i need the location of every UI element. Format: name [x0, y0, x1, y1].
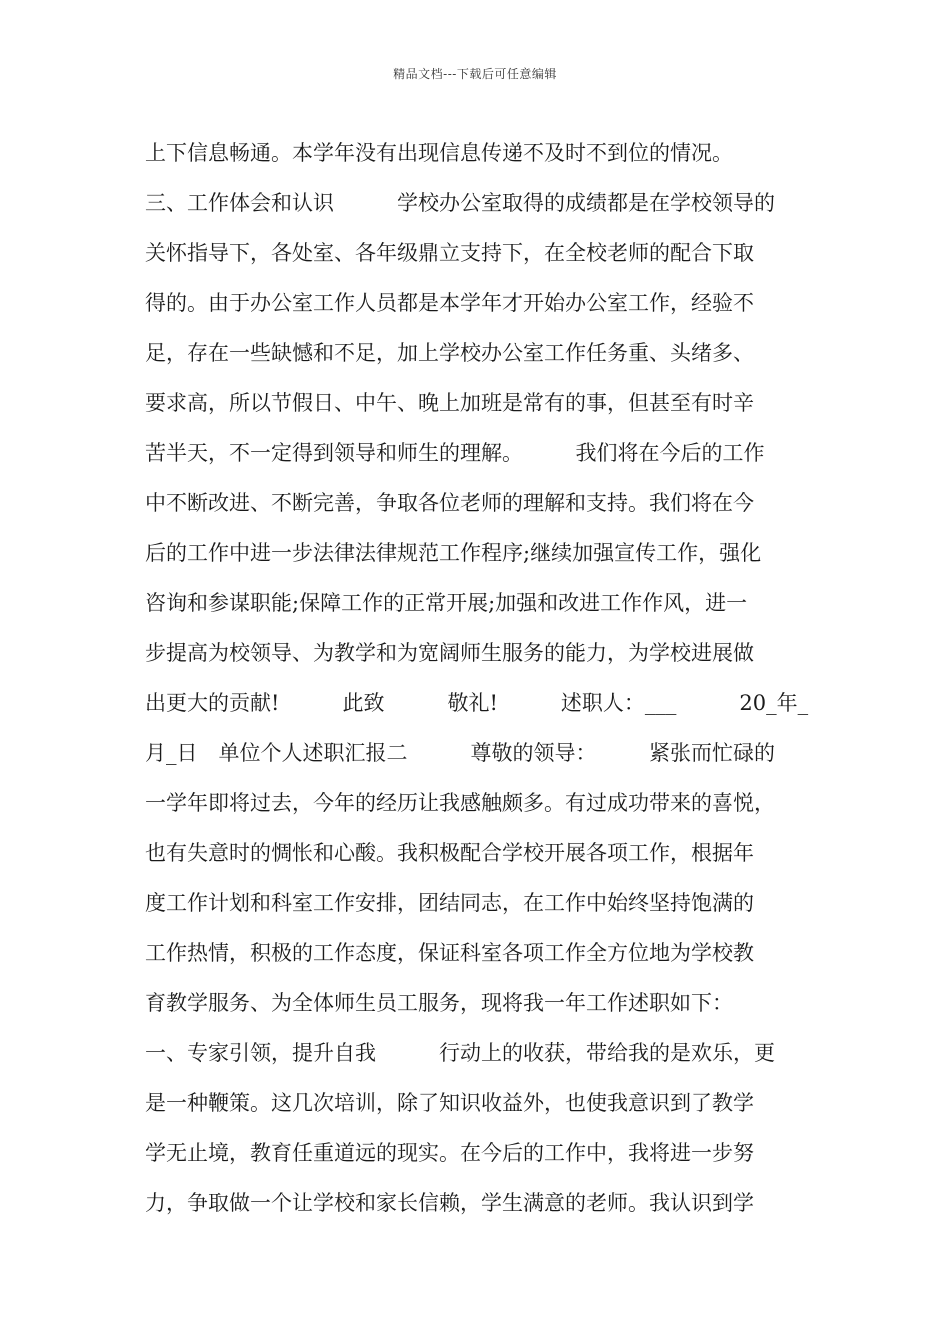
text-line: 也有失意时的惆怅和心酸。我积极配合学校开展各项工作，根据年	[145, 841, 754, 865]
text-line: 学无止境，教育任重道远的现实。在今后的工作中，我将进一步努	[145, 1141, 754, 1165]
text-line: 三、工作体会和认识 学校办公室取得的成绩都是在学校领导的	[145, 191, 775, 215]
text-line: 育教学服务、为全体师生员工服务，现将我一年工作述职如下：	[145, 991, 733, 1015]
text-line: 上下信息畅通。本学年没有出现信息传递不及时不到位的情况。	[145, 141, 733, 165]
text-line: 中不断改进、不断完善，争取各位老师的理解和支持。我们将在今	[145, 491, 754, 515]
text-line: 力，争取做一个让学校和家长信赖，学生满意的老师。我认识到学	[145, 1191, 754, 1215]
text-line: 得的。由于办公室工作人员都是本学年才开始办公室工作，经验不	[145, 291, 754, 315]
text-line: 关怀指导下，各处室、各年级鼎立支持下，在全校老师的配合下取	[145, 241, 754, 265]
text-line: 步提高为校领导、为教学和为宽阔师生服务的能力，为学校进展做	[145, 641, 754, 665]
text-line: 是一种鞭策。这几次培训，除了知识收益外，也使我意识到了教学	[145, 1091, 754, 1115]
page-header: 精品文档---下载后可任意编辑	[393, 67, 557, 81]
text-line: 一学年即将过去，今年的经历让我感触颇多。有过成功带来的喜悦，	[145, 791, 775, 815]
text-line: 苦半天，不一定得到领导和师生的理解。 我们将在今后的工作	[145, 441, 765, 465]
text-line: 工作热情，积极的工作态度，保证科室各项工作全方位地为学校教	[145, 941, 754, 965]
text-line: 月_日 单位个人述职汇报二 尊敬的领导： 紧张而忙碌的	[145, 741, 775, 765]
text-line: 一、专家引领，提升自我 行动上的收获，带给我的是欢乐，更	[145, 1041, 775, 1065]
text-line: 后的工作中进一步法律法律规范工作程序;继续加强宣传工作，强化	[145, 541, 762, 565]
document-body	[145, 128, 815, 1228]
text-line: 咨询和参谋职能;保障工作的正常开展;加强和改进工作作风，进一	[145, 591, 748, 615]
text-line: 出更大的贡献! 此致 敬礼! 述职人：___ 20_年_	[145, 691, 809, 715]
text-line: 足，存在一些缺憾和不足，加上学校办公室工作任务重、头绪多、	[145, 341, 754, 365]
text-line: 要求高，所以节假日、中午、晚上加班是常有的事，但甚至有时辛	[145, 391, 754, 415]
text-line: 度工作计划和科室工作安排，团结同志，在工作中始终坚持饱满的	[145, 891, 754, 915]
